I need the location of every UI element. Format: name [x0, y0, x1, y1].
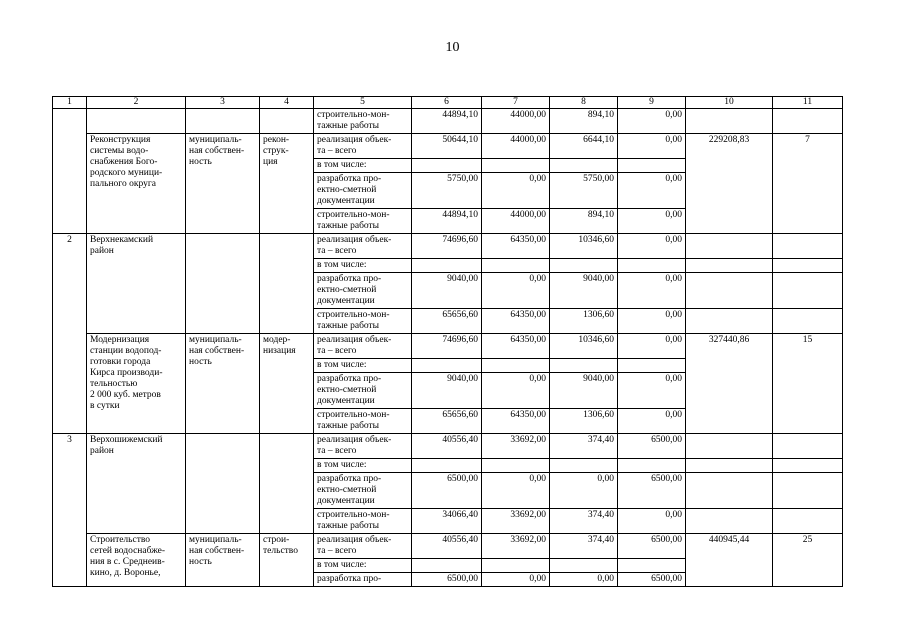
cell-owner: муниципаль- ная собствен- ность: [186, 334, 260, 434]
col-header: 5: [314, 97, 412, 109]
cell-total: [412, 559, 482, 573]
cell-type: рекон- струк- ция: [260, 134, 314, 234]
cell-c9: 0,00: [618, 334, 686, 359]
cell-label: реализация объек- та – всего: [314, 534, 412, 559]
cell-c7: [482, 359, 550, 373]
cell-c8: [550, 359, 618, 373]
cell-c8: [550, 559, 618, 573]
cell-c11: 7: [773, 134, 843, 234]
cell-c8: [550, 259, 618, 273]
cell-label: строительно-мон- тажные работы: [314, 509, 412, 534]
col-header: 2: [87, 97, 186, 109]
cell-total: 44894,10: [412, 109, 482, 134]
cell-owner: муниципаль- ная собствен- ность: [186, 534, 260, 587]
table-row: [53, 534, 843, 559]
cell-c10: 440945,44: [686, 534, 773, 587]
cell-owner: муниципаль- ная собствен- ность: [186, 134, 260, 234]
cell-c11: 15: [773, 334, 843, 434]
cell-num: 2: [53, 234, 87, 434]
cell-c10: [686, 434, 773, 459]
col-header: 10: [686, 97, 773, 109]
cell-c7: [482, 459, 550, 473]
table-row: [53, 109, 843, 134]
cell-c7: 64350,00: [482, 309, 550, 334]
cell-c7: 64350,00: [482, 409, 550, 434]
cell-c7: 0,00: [482, 573, 550, 587]
cell-c8: 10346,60: [550, 334, 618, 359]
cell-c9: 6500,00: [618, 473, 686, 509]
cell-label: в том числе:: [314, 259, 412, 273]
cell-total: [412, 359, 482, 373]
cell-total: 65656,60: [412, 309, 482, 334]
cell-label: реализация объек- та – всего: [314, 134, 412, 159]
cell-c8: 894,10: [550, 209, 618, 234]
cell-c7: [482, 159, 550, 173]
cell-c11: [773, 459, 843, 473]
cell-c8: [550, 159, 618, 173]
cell-name: Верхнекамский район: [87, 234, 186, 334]
cell-c10: [686, 459, 773, 473]
cell-c11: 25: [773, 534, 843, 587]
cell-c11: [773, 259, 843, 273]
cell-c8: 894,10: [550, 109, 618, 134]
cell-type: модер- низация: [260, 334, 314, 434]
cell-total: 50644,10: [412, 134, 482, 159]
cell-c9: 0,00: [618, 373, 686, 409]
cell-c9: 0,00: [618, 109, 686, 134]
cell-type: [260, 234, 314, 334]
cell-c11: [773, 273, 843, 309]
col-header: 8: [550, 97, 618, 109]
cell-label: в том числе:: [314, 359, 412, 373]
cell-c8: 374,40: [550, 534, 618, 559]
cell-owner: [186, 234, 260, 334]
cell-c7: 33692,00: [482, 434, 550, 459]
cell-c9: 0,00: [618, 134, 686, 159]
col-header: 3: [186, 97, 260, 109]
cell-c11: [773, 473, 843, 509]
cell-total: [412, 459, 482, 473]
cell-c10: [686, 309, 773, 334]
cell-total: [412, 159, 482, 173]
cell-c8: 5750,00: [550, 173, 618, 209]
cell-label: реализация объек- та – всего: [314, 434, 412, 459]
cell-label: реализация объек- та – всего: [314, 334, 412, 359]
cell-total: 74696,60: [412, 334, 482, 359]
cell-c7: 64350,00: [482, 334, 550, 359]
table-row: [53, 234, 843, 259]
cell-total: [412, 259, 482, 273]
cell-c9: 0,00: [618, 509, 686, 534]
cell-c8: 1306,60: [550, 409, 618, 434]
cell-c8: 1306,60: [550, 309, 618, 334]
cell-total: 65656,60: [412, 409, 482, 434]
cell-name: Реконструкция системы водо- снабжения Бого- родского муници- пального округа: [87, 134, 186, 234]
cell-c11: [773, 509, 843, 534]
cell-total: 6500,00: [412, 473, 482, 509]
cell-c7: 0,00: [482, 373, 550, 409]
cell-label: реализация объек- та – всего: [314, 234, 412, 259]
cell-c7: 0,00: [482, 273, 550, 309]
cell-label: в том числе:: [314, 159, 412, 173]
cell-type: [260, 434, 314, 534]
cell-c8: [550, 459, 618, 473]
cell-c9: [618, 259, 686, 273]
cell-c10: 229208,83: [686, 134, 773, 234]
cell-total: 40556,40: [412, 434, 482, 459]
col-header: 6: [412, 97, 482, 109]
cell-label: строительно-мон- тажные работы: [314, 409, 412, 434]
cell-label: строительно-мон- тажные работы: [314, 209, 412, 234]
cell-label: разработка про-: [314, 573, 412, 587]
header-row: [53, 97, 843, 109]
cell-total: 9040,00: [412, 373, 482, 409]
cell-c8: 0,00: [550, 473, 618, 509]
cell-owner: [186, 434, 260, 534]
cell-c9: 0,00: [618, 273, 686, 309]
cell-c7: 0,00: [482, 473, 550, 509]
cell-c10: [686, 473, 773, 509]
cell-total: 44894,10: [412, 209, 482, 234]
table-row: [53, 334, 843, 359]
cell-total: 5750,00: [412, 173, 482, 209]
investment-table: [52, 96, 843, 587]
col-header: 9: [618, 97, 686, 109]
cell-c11: [773, 309, 843, 334]
cell-num: [53, 109, 87, 234]
cell-c9: 0,00: [618, 209, 686, 234]
cell-c7: 33692,00: [482, 534, 550, 559]
cell-label: строительно-мон- тажные работы: [314, 309, 412, 334]
cell-c9: [618, 459, 686, 473]
col-header: 1: [53, 97, 87, 109]
cell-total: 34066,40: [412, 509, 482, 534]
cell-c8: 10346,60: [550, 234, 618, 259]
cell-c8: 374,40: [550, 509, 618, 534]
cell-c11: [773, 109, 843, 134]
cell-c9: 0,00: [618, 234, 686, 259]
cell-total: 74696,60: [412, 234, 482, 259]
cell-c8: 374,40: [550, 434, 618, 459]
col-header: 11: [773, 97, 843, 109]
cell-name: [87, 109, 186, 134]
cell-c8: 6644,10: [550, 134, 618, 159]
cell-c9: 0,00: [618, 309, 686, 334]
cell-label: в том числе:: [314, 559, 412, 573]
cell-label: строительно-мон- тажные работы: [314, 109, 412, 134]
cell-c10: [686, 234, 773, 259]
cell-c9: [618, 359, 686, 373]
cell-label: разработка про- ектно-сметной документации: [314, 173, 412, 209]
cell-owner: [186, 109, 260, 134]
cell-c7: 33692,00: [482, 509, 550, 534]
cell-c11: [773, 234, 843, 259]
cell-name: Верхошижемский район: [87, 434, 186, 534]
cell-c7: 64350,00: [482, 234, 550, 259]
cell-label: в том числе:: [314, 459, 412, 473]
table-row: [53, 434, 843, 459]
cell-c11: [773, 434, 843, 459]
cell-c7: 44000,00: [482, 109, 550, 134]
cell-type: строи- тельство: [260, 534, 314, 587]
cell-c9: 6500,00: [618, 434, 686, 459]
cell-total: 9040,00: [412, 273, 482, 309]
cell-total: 6500,00: [412, 573, 482, 587]
cell-c10: [686, 109, 773, 134]
cell-c8: 9040,00: [550, 373, 618, 409]
cell-c7: 44000,00: [482, 209, 550, 234]
cell-num: 3: [53, 434, 87, 587]
page-number: 10: [445, 40, 460, 55]
cell-name: Модернизация станции водопод- готовки города Кирса производи- тельностью 2 000 куб. метров в сутки: [87, 334, 186, 434]
cell-c9: [618, 159, 686, 173]
table-row: [53, 134, 843, 159]
cell-total: 40556,40: [412, 534, 482, 559]
cell-label: разработка про- ектно-сметной документации: [314, 373, 412, 409]
cell-c9: [618, 559, 686, 573]
cell-c7: [482, 559, 550, 573]
cell-c7: 44000,00: [482, 134, 550, 159]
cell-c7: [482, 259, 550, 273]
cell-c9: 0,00: [618, 409, 686, 434]
cell-c10: [686, 259, 773, 273]
cell-c8: 0,00: [550, 573, 618, 587]
cell-c10: 327440,86: [686, 334, 773, 434]
cell-type: [260, 109, 314, 134]
cell-label: разработка про- ектно-сметной документации: [314, 273, 412, 309]
col-header: 7: [482, 97, 550, 109]
cell-c10: [686, 509, 773, 534]
cell-label: разработка про- ектно-сметной документации: [314, 473, 412, 509]
cell-name: Строительство сетей водоснабже- ния в с. Среднеив- кино, д. Воронье,: [87, 534, 186, 587]
cell-c10: [686, 273, 773, 309]
cell-c9: 6500,00: [618, 573, 686, 587]
cell-c7: 0,00: [482, 173, 550, 209]
col-header: 4: [260, 97, 314, 109]
cell-c9: 6500,00: [618, 534, 686, 559]
cell-c8: 9040,00: [550, 273, 618, 309]
cell-c9: 0,00: [618, 173, 686, 209]
